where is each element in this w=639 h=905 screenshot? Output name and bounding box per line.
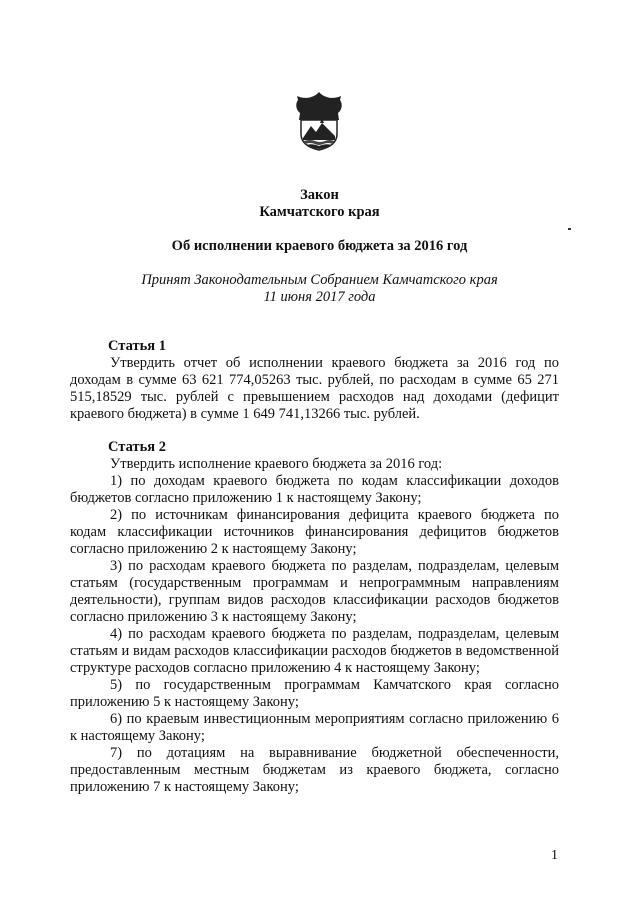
page-number: 1 xyxy=(551,848,558,863)
list-item: 6) по краевым инвестиционным мероприятиям согласно приложению 6 к настоящему Закону; xyxy=(70,711,559,744)
list-item: 7) по дотациям на выравнивание бюджетной обеспеченности, предоставленным местным бюджетам из краевого бюджета, согласно приложению 7 к настоящему Закону; xyxy=(70,745,559,795)
article-2 xyxy=(70,439,559,796)
scan-mark xyxy=(568,228,571,230)
article-2-intro: Утвердить исполнение краевого бюджета за 2016 год: xyxy=(110,456,443,472)
adoption-date: 11 июня 2017 года xyxy=(263,289,376,305)
list-item: 5) по государственным программам Камчатского края согласно приложению 5 к настоящему Закону; xyxy=(70,677,559,710)
list-item: 2) по источникам финансирования дефицита краевого бюджета по кодам классификации источников финансирования дефицитов бюджетов согласно приложению 2 к настоящему Закону; xyxy=(70,507,559,557)
article-1-heading: Статья 1 xyxy=(108,338,166,354)
article-1 xyxy=(70,338,559,423)
article-1-text: Утвердить отчет об исполнении краевого бюджета за 2016 год по доходам в сумме 63 621 774,05263 тыс. рублей, по расходам в сумме 65 271 515,18529 тыс. рублей с превышением расходов над доходами (дефицит краевого бюджета) в сумме 1 649 741,13266 тыс. рублей. xyxy=(70,355,559,422)
list-item: 3) по расходам краевого бюджета по разделам, подразделам, целевым статьям (государственным программам и непрограммным направлениям деятельности), группам видов расходов классификации расходов бюджетов согласно приложению 3 к настоящему Закону; xyxy=(70,558,559,625)
region-label: Камчатского края xyxy=(259,204,380,220)
coat-of-arms-icon xyxy=(292,90,346,152)
law-title: Об исполнении краевого бюджета за 2016 год xyxy=(171,238,468,254)
adopted-by: Принят Законодательным Собранием Камчатского края xyxy=(141,272,498,288)
list-item: 1) по доходам краевого бюджета по кодам классификации доходов бюджетов согласно приложению 1 к настоящему Закону; xyxy=(70,473,559,506)
law-label: Закон xyxy=(300,187,339,203)
article-2-heading: Статья 2 xyxy=(108,439,166,455)
list-item: 4) по расходам краевого бюджета по разделам, подразделам, целевым статьям и видам расходов классификации расходов бюджетов в ведомственной структуре расходов согласно приложению 4 к настоящему Закону; xyxy=(70,626,559,676)
